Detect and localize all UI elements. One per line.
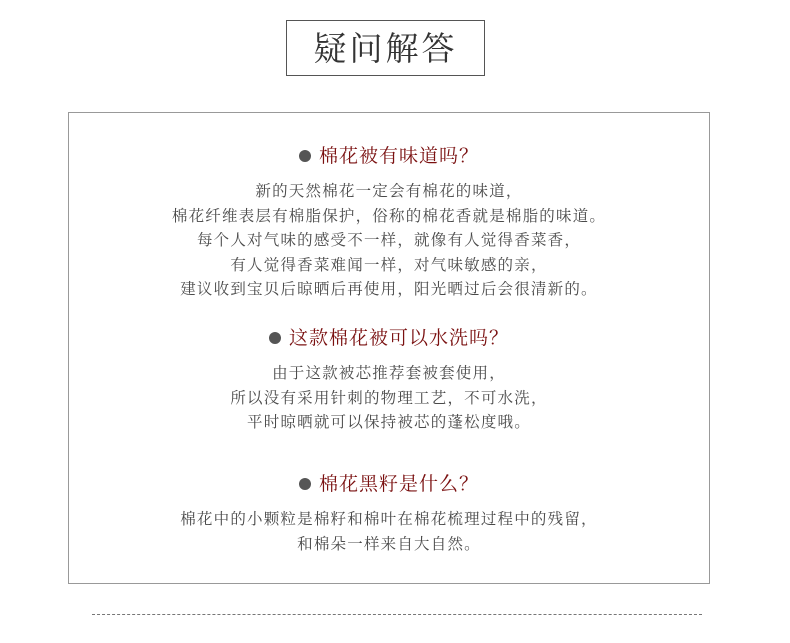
faq-answer-line: 由于这款被芯推荐套被套使用， — [272, 364, 506, 382]
bullet-dot-icon — [299, 478, 311, 490]
faq-item-black-seeds — [69, 471, 709, 556]
faq-answer-line: 有人觉得香菜难闻一样，对气味敏感的亲， — [230, 255, 548, 274]
faq-answer-line: 每个人对气味的感受不一样，就像有人觉得香菜香， — [196, 231, 582, 249]
faq-answer-line: 棉花中的小颗粒是棉籽和棉叶在棉花梳理过程中的残留， — [180, 510, 598, 528]
faq-answer-line: 平时晾晒就可以保持被芯的蓬松度哦。 — [247, 413, 531, 431]
faq-answer-line: 棉花纤维表层有棉脂保护，俗称的棉花香就是棉脂的味道。 — [171, 206, 607, 225]
faq-question — [69, 325, 709, 351]
bullet-dot-icon — [299, 150, 311, 162]
faq-item-smell — [69, 143, 709, 302]
dashed-divider — [92, 614, 702, 615]
faq-question — [69, 143, 709, 169]
faq-question — [69, 471, 709, 497]
faq-panel — [68, 112, 710, 584]
faq-question-text: 这款棉花被可以水洗吗？ — [288, 327, 509, 349]
faq-answer-line: 新的天然棉花一定会有棉花的味道， — [255, 182, 523, 200]
section-title-box — [286, 20, 485, 76]
faq-answer — [69, 179, 709, 302]
faq-answer-line: 和棉朵一样来自大自然。 — [297, 534, 481, 553]
faq-answer — [69, 507, 709, 556]
section-title: 疑问解答 — [313, 28, 458, 68]
bullet-dot-icon — [269, 332, 281, 344]
faq-answer — [69, 361, 709, 435]
faq-answer-line: 建议收到宝贝后晾晒后再使用，阳光晒过后会很清新的。 — [180, 280, 598, 298]
faq-answer-line: 所以没有采用针刺的物理工艺，不可水洗， — [230, 388, 548, 407]
faq-item-washable — [69, 325, 709, 435]
faq-question-text: 棉花黑籽是什么？ — [318, 473, 479, 495]
faq-question-text: 棉花被有味道吗？ — [318, 145, 479, 167]
